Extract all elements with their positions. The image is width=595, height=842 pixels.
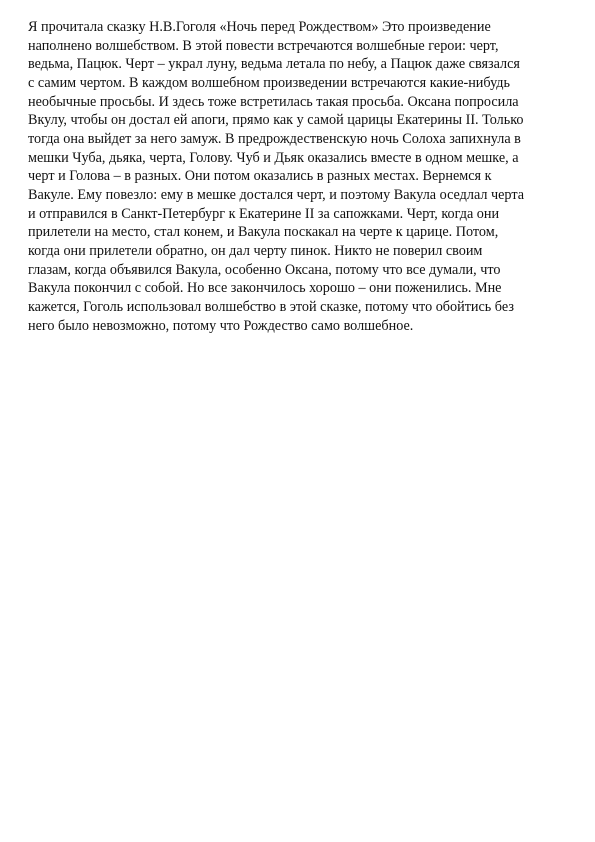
text-line: необычные просьбы. И здесь тоже встретилась такая просьба. Оксана попросила [28,93,519,110]
text-line: Вкулу, чтобы он достал ей апоги, прямо как у самой царицы Екатерины II. Только [28,112,524,129]
text-line: него было невозможно, потому что Рождество само волшебное. [28,317,414,334]
text-line: мешки Чуба, дьяка, черта, Голову. Чуб и Дьяк оказались вместе в одном мешке, а [28,149,519,166]
text-line: глазам, когда объявился Вакула, особенно Оксана, потому что все думали, что [28,261,501,278]
text-line: и отправился в Санкт-Петербург к Екатерине II за сапожками. Черт, когда они [28,205,500,222]
text-line: Я прочитала сказку Н.В.Гоголя «Ночь перед Рождеством» Это произведение [28,19,491,35]
text-line: черт и Голова – в разных. Они потом оказались в разных местах. Вернемся к [28,168,492,185]
text-line: наполнено волшебством. В этой повести встречаются волшебные герои: черт, [28,37,499,54]
text-line: Вакуле. Ему повезло: ему в мешке достался черт, и поэтому Вакула оседлал черта [28,186,525,203]
text-line: Вакула покончил с собой. Но все закончилось хорошо – они поженились. Мне [28,280,502,297]
text-line: с самим чертом. В каждом волшебном произведении встречаются какие-нибудь [28,74,510,91]
text-line: прилетели на место, стал конем, и Вакула поскакал на черте к царице. Потом, [28,224,499,241]
text-line: ведьма, Пацюк. Черт – украл луну, ведьма летала по небу, а Пацюк даже связался [28,56,520,73]
text-line: кажется, Гоголь использовал волшебство в этой сказке, потому что обойтись без [28,298,514,315]
text-line: тогда она выйдет за него замуж. В предрождественскую ночь Солоха запихнула в [28,130,521,147]
text-line: когда они прилетели обратно, он дал черту пинок. Никто не поверил своим [28,242,483,259]
essay-paragraph [28,18,573,335]
